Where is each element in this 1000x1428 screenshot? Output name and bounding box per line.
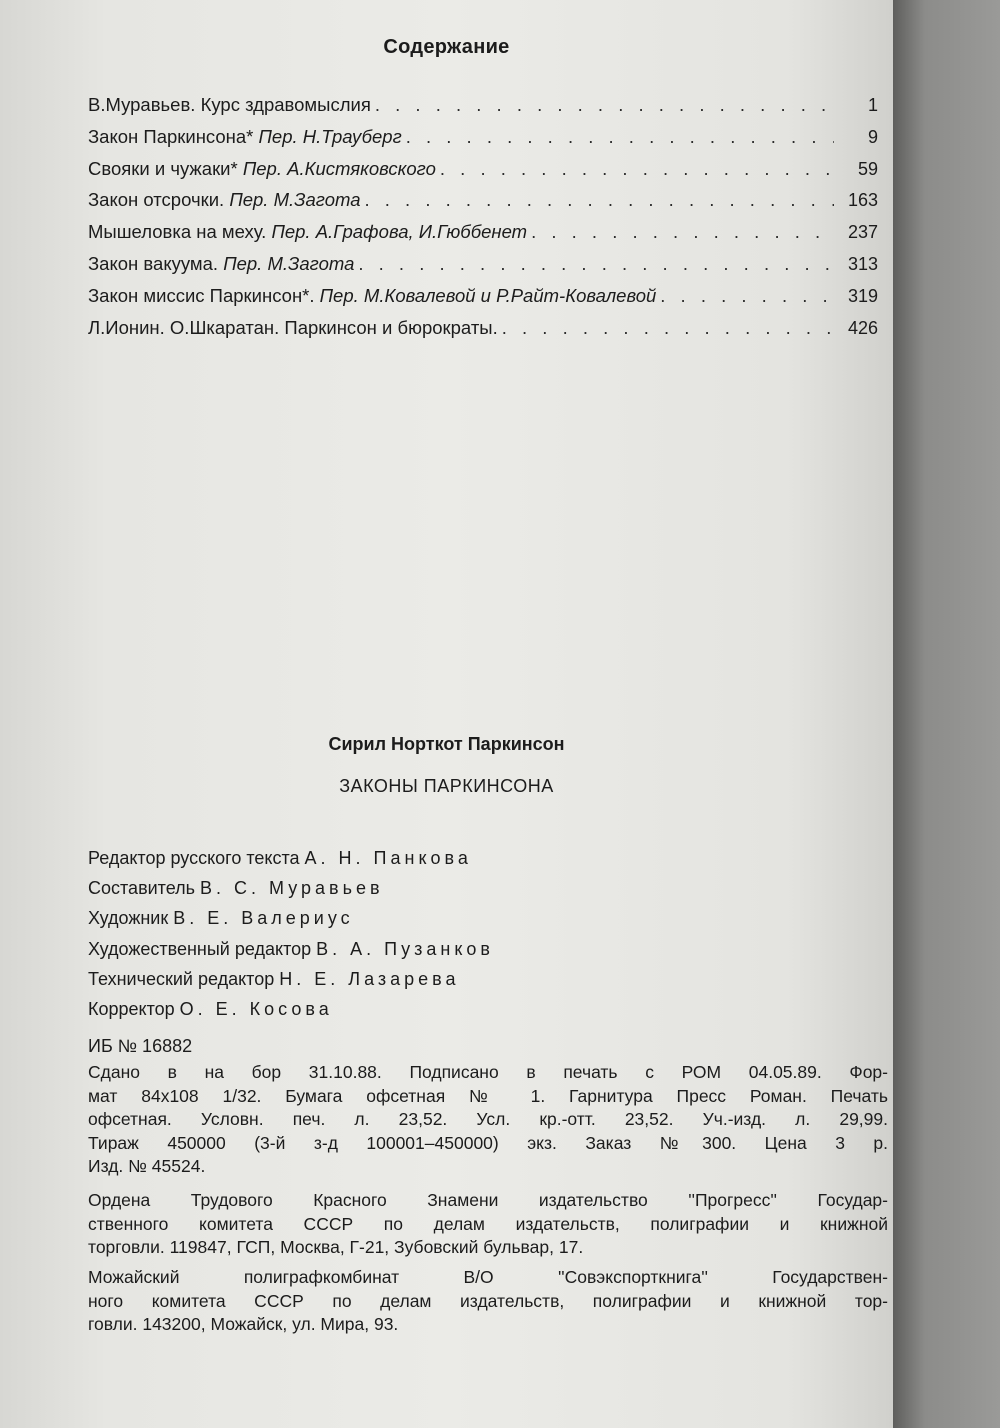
credit-line bbox=[88, 969, 878, 999]
imprint-line: торговли. 119847, ГСП, Москва, Г-21, Зубовский бульвар, 17. bbox=[88, 1237, 584, 1257]
book-author: Сирил Норткот Паркинсон bbox=[328, 734, 565, 754]
credit-line bbox=[88, 908, 878, 938]
credit-role: Художник bbox=[88, 908, 174, 929]
toc-title: Содержание bbox=[383, 36, 510, 58]
toc-leader-dots bbox=[375, 94, 834, 116]
imprint-line: говли. 143200, Можайск, ул. Мира, 93. bbox=[88, 1314, 399, 1334]
publisher-details bbox=[88, 1189, 888, 1260]
toc-page-number: 426 bbox=[847, 317, 878, 338]
book-title: ЗАКОНЫ ПАРКИНСОНА bbox=[339, 776, 554, 796]
credit-line bbox=[88, 939, 878, 969]
credit-person: В. С. Муравьев bbox=[200, 878, 384, 899]
toc-entry bbox=[88, 285, 878, 317]
toc-entry-title: Мышеловка на меху. Пер. А.Графова, И.Гюббенет bbox=[88, 221, 528, 243]
imprint-line: ного комитета СССР по делам издательств, полиграфии и книжной тор- bbox=[88, 1290, 888, 1311]
credit-role: Корректор bbox=[88, 998, 180, 1019]
toc-page-number: 237 bbox=[847, 222, 878, 243]
credit-person: О. Е. Косова bbox=[179, 998, 333, 1019]
credit-role: Технический редактор bbox=[88, 968, 280, 989]
credits-list bbox=[88, 848, 878, 1029]
toc-leader-dots bbox=[406, 126, 834, 148]
toc-entry bbox=[88, 317, 878, 349]
toc-leader-dots bbox=[531, 221, 834, 243]
toc-page-number: 313 bbox=[847, 253, 878, 274]
credit-person: А. Н. Панкова bbox=[304, 848, 472, 868]
toc-page-number: 319 bbox=[847, 285, 878, 306]
toc-entry bbox=[88, 94, 878, 126]
toc-leader-dots bbox=[502, 317, 834, 339]
credit-line bbox=[88, 878, 878, 908]
toc-entry-title: Закон миссис Паркинсон*. Пер. М.Ковалевой и Р.Райт-Ковалевой bbox=[88, 284, 657, 306]
printing-details bbox=[88, 1061, 888, 1179]
toc-entry-title: Закон вакуума. Пер. М.Загота bbox=[88, 252, 355, 274]
credit-line bbox=[88, 848, 878, 878]
credit-line bbox=[88, 999, 878, 1029]
toc-leader-dots bbox=[660, 285, 834, 307]
credit-person: В. А. Пузанков bbox=[316, 938, 494, 959]
toc-entry bbox=[88, 189, 878, 221]
toc-entry bbox=[88, 253, 878, 285]
credit-role: Художественный редактор bbox=[88, 938, 317, 959]
imprint-line: Изд. № 45524. bbox=[88, 1156, 206, 1176]
toc-leader-dots bbox=[358, 253, 834, 275]
toc-entry bbox=[88, 126, 878, 158]
imprint-line: мат 84х108 1/32. Бумага офсетная № 1. Гарнитура Пресс Роман. Печать bbox=[88, 1085, 888, 1106]
toc-page-number: 1 bbox=[867, 95, 878, 115]
toc-page-number: 9 bbox=[867, 126, 878, 147]
toc-page-number: 163 bbox=[847, 190, 878, 211]
toc-entry-title: Закон Паркинсона* Пер. Н.Трауберг bbox=[88, 125, 402, 147]
printer-details bbox=[88, 1266, 888, 1337]
imprint-line: Ордена Трудового Красного Знамени издательство ''Прогресс'' Государ- bbox=[88, 1190, 888, 1210]
background-surface bbox=[893, 0, 1000, 1428]
credit-role: Редактор русского текста bbox=[88, 848, 305, 868]
imprint-line: ственного комитета СССР по делам издательств, полиграфии и книжной bbox=[88, 1213, 888, 1234]
credit-person: Н. Е. Лазарева bbox=[279, 968, 460, 989]
credit-role: Составитель bbox=[88, 878, 201, 899]
ib-number: ИБ № 16882 bbox=[88, 1036, 193, 1056]
toc-entry-title: Свояки и чужаки* Пер. А.Кистяковского bbox=[88, 157, 436, 179]
toc-entry-title: Закон отсрочки. Пер. М.Загота bbox=[88, 189, 361, 211]
toc-page-number: 59 bbox=[857, 158, 878, 179]
toc-entry bbox=[88, 221, 878, 253]
toc-entry-title: Л.Ионин. О.Шкаратан. Паркинсон и бюрократы. bbox=[88, 316, 498, 338]
imprint-line: офсетная. Условн. печ. л. 23,52. Усл. кр.-отт. 23,52. Уч.-изд. л. 29,99. bbox=[88, 1109, 888, 1129]
imprint-line: Сдано в на бор 31.10.88. Подписано в печать с РОМ 04.05.89. Фор- bbox=[88, 1062, 888, 1082]
imprint-line: Можайский полиграфкомбинат В/О ''Совэкспорткнига'' Государствен- bbox=[88, 1267, 888, 1287]
toc-entry bbox=[88, 158, 878, 190]
imprint-line: Тираж 450000 (3-й з-д 100001–450000) экз. Заказ №300. Цена 3 р. bbox=[88, 1132, 888, 1153]
toc-leader-dots bbox=[364, 189, 834, 211]
credit-person: В. Е. Валериус bbox=[173, 908, 354, 929]
toc-leader-dots bbox=[440, 158, 834, 180]
toc-entry-title: В.Муравьев. Курс здравомыслия bbox=[88, 94, 371, 115]
table-of-contents bbox=[88, 94, 878, 348]
